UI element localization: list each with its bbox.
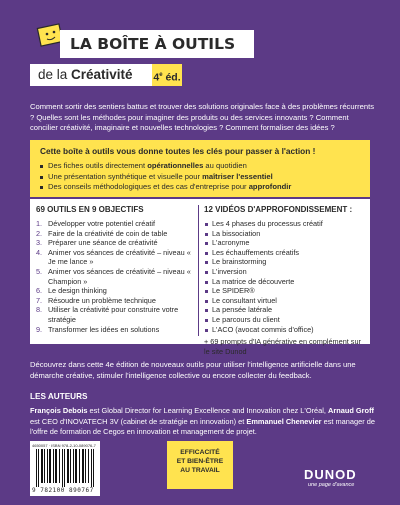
keys-bullet (40, 172, 360, 183)
publisher-tagline: une page d'avance (308, 482, 355, 488)
video-item: Les échauffements créatifs (204, 248, 364, 258)
isbn-line: 4650057 · ISBN 978-2-10-089076-7 (32, 443, 96, 448)
bullet-bold: maîtriser l'essentiel (202, 171, 273, 181)
objective-item (36, 229, 194, 239)
outro-text: Découvrez dans cette 4e édition de nouveaux outils pour utiliser l'intelligence artificielle dans une démarche créative, stimuler l'intelligence collective ou encore collecter du feedback. (30, 360, 356, 380)
objective-text: Utiliser la créativité pour construire votre stratégie (48, 305, 179, 324)
videos-heading: 12 VIDÉOS D'APPROFONDISSEMENT : (204, 205, 353, 214)
intro-text: Comment sortir des sentiers battus et trouver des solutions originales face à des problèmes récurrents ? Quelles sont les méthodes pour imaginer des produits ou des services innovants ? Comment concilier créativité, imaginaire et nouvelles technologies ? Comment formaliser des idées ? (30, 102, 374, 133)
objective-item (36, 296, 194, 306)
video-item: Le SPIDER® (204, 286, 364, 296)
tools-column (36, 205, 194, 334)
collection-badge (167, 441, 233, 489)
video-item: Le brainstorming (204, 257, 364, 267)
objective-number: 6. (36, 286, 43, 296)
column-divider (198, 205, 199, 336)
objective-number: 8. (36, 305, 43, 315)
edition-badge (152, 64, 182, 86)
videos-column (204, 205, 364, 356)
video-item: Le parcours du client (204, 315, 364, 325)
subtitle-bold: Créativité (71, 67, 133, 82)
bullet-bold: opérationnelles (147, 161, 204, 170)
objective-item (36, 219, 194, 229)
objective-number: 7. (36, 295, 43, 305)
objective-number: 4. (36, 247, 43, 257)
edition-number: 4 (153, 71, 160, 84)
objective-number: 2. (36, 228, 43, 238)
video-item: Le consultant virtuel (204, 296, 364, 306)
badge-line: AU TRAVAIL (180, 467, 220, 474)
author-name: Emmanuel Chenevier (246, 416, 322, 426)
edition-suffix: éd. (162, 71, 181, 84)
video-item: La matrice de découverte (204, 277, 364, 287)
bullet-text: Des fiches outils directement (48, 161, 148, 170)
video-item: L'inversion (204, 267, 364, 277)
bullet-text: au quotidien (203, 161, 247, 170)
objective-text: Faire de la créativité de coin de table (48, 228, 168, 238)
publisher-logo: DUNOD (304, 467, 357, 482)
barcode (30, 441, 100, 496)
objective-number: 5. (36, 266, 43, 276)
keys-bullet (40, 161, 360, 172)
objective-item (36, 305, 194, 324)
objective-item (36, 238, 194, 248)
bullet-text: Des conseils méthodologiques et des cas d'entreprise pour (48, 182, 249, 191)
objective-text: Animer vos séances de créativité – niveau « Je me lance » (48, 247, 191, 267)
prompts-note: + 69 prompts d'IA générative en complément sur le site Dunod (204, 337, 361, 356)
barcode-bars (36, 449, 94, 487)
objective-number: 3. (36, 238, 43, 248)
objective-item (36, 325, 194, 335)
objective-text: Le design thinking (48, 286, 107, 296)
author-bio: est manager de l'offre de formation de Cegos en innovation et management de projet. (30, 416, 375, 436)
subtitle-prefix: de la (38, 67, 72, 82)
tools-heading: 69 OUTILS EN 9 OBJECTIFS (36, 205, 144, 214)
author-bio: est CEO d'INOVATECH 3V (cabinet de stratégie en innovation) et (30, 416, 247, 426)
author-name: Arnaud Groff (328, 406, 374, 415)
book-title: LA BOÎTE À OUTILS (60, 30, 254, 58)
video-item: La pensée latérale (204, 305, 364, 315)
objective-item (36, 286, 194, 296)
contents-panel (30, 199, 370, 356)
video-item: L'acronyme (204, 238, 364, 248)
keys-panel (30, 140, 370, 197)
objective-text: Transformer les idées en solutions (48, 324, 160, 334)
objective-number: 9. (36, 324, 43, 334)
author-name: François Debois (30, 406, 88, 415)
objective-item (36, 248, 194, 267)
isbn-digits: 9 782100 890767 (32, 487, 94, 494)
objective-number: 1. (36, 219, 43, 228)
keys-bullet (40, 182, 360, 193)
objective-text: Préparer une séance de créativité (48, 238, 158, 248)
bullet-bold: approfondir (248, 182, 292, 191)
keys-heading: Cette boîte à outils vous donne toutes les clés pour passer à l'action ! (40, 146, 316, 156)
objective-item (36, 267, 194, 286)
authors-text (30, 406, 375, 438)
objective-text: Résoudre un problème technique (48, 295, 156, 305)
video-item: Les 4 phases du processus créatif (204, 219, 364, 229)
objective-text: Animer vos séances de créativité – niveau « Champion » (48, 266, 191, 286)
author-bio: est Global Director for Learning Excellence and Innovation chez L'Oréal, (87, 406, 329, 415)
bullet-text: Une présentation synthétique et visuelle pour (48, 171, 203, 181)
authors-heading: LES AUTEURS (30, 392, 88, 401)
edition-superscript: e (159, 72, 163, 78)
objective-text: Développer votre potentiel créatif (48, 219, 156, 228)
badge-line: ET BIEN-ÊTRE (176, 458, 224, 465)
video-item: La bissociation (204, 229, 364, 239)
badge-line: EFFICACITÉ (180, 449, 220, 456)
video-item: L'ACO (avocat commis d'office) (204, 325, 364, 335)
